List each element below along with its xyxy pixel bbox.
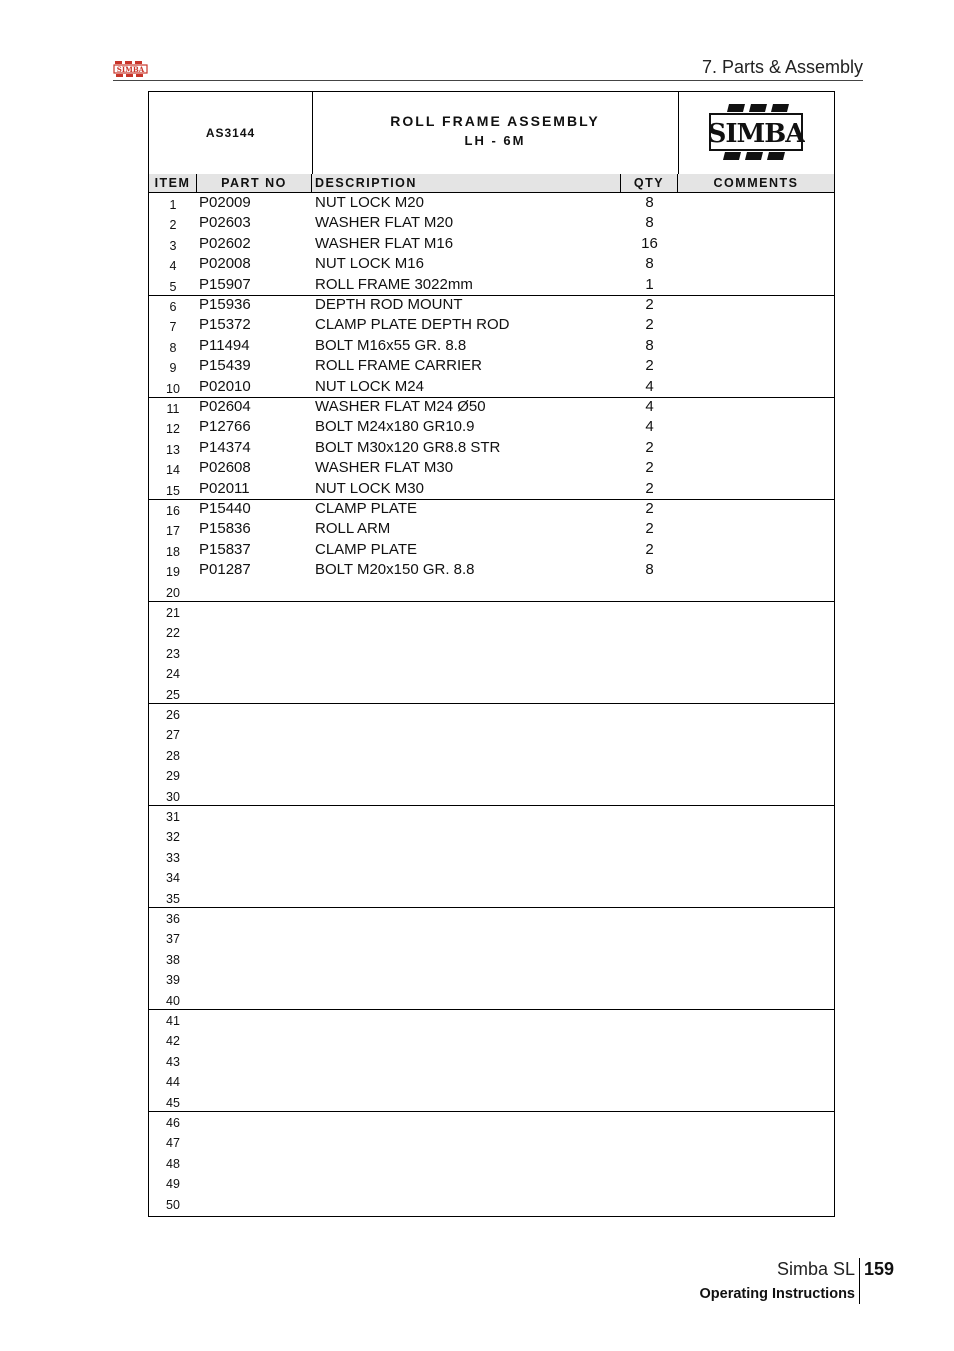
part-number: P14374	[199, 438, 251, 456]
column-header-comments: COMMENTS	[678, 174, 834, 193]
item-number: 7	[169, 320, 177, 335]
part-number: P15936	[199, 296, 251, 313]
table-row	[149, 295, 834, 315]
part-qty: 8	[645, 194, 654, 211]
svg-text:SIMBA: SIMBA	[116, 64, 145, 74]
part-qty: 2	[645, 540, 654, 558]
item-number: 47	[166, 1136, 180, 1151]
item-number: 32	[166, 830, 180, 845]
table-row	[149, 377, 834, 397]
table-row	[149, 887, 834, 907]
part-qty: 2	[645, 316, 654, 334]
part-description: ROLL FRAME 3022mm	[315, 275, 473, 293]
part-number: P12766	[199, 418, 251, 436]
page-number: 159	[864, 1259, 895, 1279]
part-number: P01287	[199, 561, 251, 579]
sheet-header	[149, 92, 834, 175]
item-number: 44	[166, 1075, 180, 1090]
item-number: 35	[166, 891, 180, 906]
item-number: 37	[166, 932, 180, 947]
table-row	[149, 581, 834, 601]
footer-subtitle: Operating Instructions	[699, 1286, 855, 1302]
column-header-item: ITEM	[149, 174, 197, 193]
table-row	[149, 499, 834, 519]
table-row	[149, 948, 834, 968]
assembly-title-line2: LH - 6M	[464, 133, 526, 148]
part-description: CLAMP PLATE DEPTH ROD	[315, 316, 510, 334]
part-qty: 4	[645, 398, 654, 415]
part-description: BOLT M16x55 GR. 8.8	[315, 336, 467, 354]
item-number: 1	[169, 198, 177, 212]
table-row	[149, 356, 834, 376]
part-description: WASHER FLAT M30	[315, 459, 454, 477]
item-number: 14	[166, 463, 180, 478]
part-qty: 2	[645, 296, 654, 313]
table-row	[149, 846, 834, 866]
table-row	[149, 744, 834, 764]
item-number: 13	[166, 442, 180, 457]
item-number: 34	[166, 871, 180, 886]
part-number: P15372	[199, 316, 251, 334]
item-number: 22	[166, 626, 180, 641]
part-qty: 4	[645, 377, 654, 395]
item-number: 8	[169, 340, 177, 355]
item-number: 38	[166, 952, 180, 967]
item-number: 5	[169, 279, 177, 294]
item-number: 43	[166, 1054, 180, 1069]
table-row	[149, 397, 834, 417]
part-qty: 2	[645, 459, 654, 477]
part-qty: 8	[645, 336, 654, 354]
table-row	[149, 417, 834, 437]
column-header-description: DESCRIPTION	[312, 174, 621, 193]
table-row	[149, 642, 834, 662]
table-row	[149, 1131, 834, 1151]
table-row	[149, 519, 834, 539]
item-number: 48	[166, 1156, 180, 1171]
table-row	[149, 1193, 834, 1213]
item-number: 31	[166, 810, 180, 824]
table-row	[149, 723, 834, 743]
item-number: 41	[166, 1014, 180, 1028]
table-row	[149, 1050, 834, 1070]
table-row	[149, 764, 834, 784]
part-qty: 2	[645, 500, 654, 517]
item-number: 30	[166, 789, 180, 804]
table-row	[149, 968, 834, 988]
part-description: DEPTH ROD MOUNT	[315, 296, 463, 313]
item-number: 39	[166, 973, 180, 988]
part-qty: 2	[645, 438, 654, 456]
table-row	[149, 703, 834, 723]
table-row	[149, 1009, 834, 1029]
part-qty: 2	[645, 357, 654, 375]
part-description: WASHER FLAT M24 Ø50	[315, 398, 486, 415]
table-row	[149, 1111, 834, 1131]
item-number: 23	[166, 646, 180, 661]
part-qty: 8	[645, 255, 654, 273]
item-number: 15	[166, 483, 180, 498]
assembly-title-line1: ROLL FRAME ASSEMBLY	[390, 113, 600, 129]
item-number: 12	[166, 422, 180, 437]
brand-text: SIMBA	[707, 119, 805, 149]
item-number: 46	[166, 1116, 180, 1130]
item-number: 29	[166, 769, 180, 784]
item-number: 25	[166, 687, 180, 702]
table-row	[149, 989, 834, 1009]
item-number: 21	[166, 606, 180, 620]
parts-sheet	[148, 91, 835, 1217]
item-number: 19	[166, 565, 180, 580]
table-row	[149, 234, 834, 254]
table-row	[149, 336, 834, 356]
item-number: 40	[166, 993, 180, 1008]
column-header-part-no: PART NO	[197, 174, 312, 193]
part-number: P02011	[199, 479, 250, 497]
part-number: P15907	[199, 275, 251, 293]
part-number: P15440	[199, 500, 251, 517]
part-qty: 1	[645, 275, 654, 293]
table-row	[149, 805, 834, 825]
part-qty: 16	[641, 234, 658, 252]
part-number: P15439	[199, 357, 251, 375]
table-row	[149, 907, 834, 927]
item-number: 50	[166, 1197, 180, 1212]
table-row	[149, 683, 834, 703]
part-number: P11494	[199, 336, 250, 354]
table-row	[149, 621, 834, 641]
footer-divider	[859, 1258, 860, 1304]
item-number: 9	[169, 361, 177, 376]
part-qty: 8	[645, 214, 654, 232]
part-description: BOLT M30x120 GR8.8 STR	[315, 438, 501, 456]
table-row	[149, 438, 834, 458]
part-number: P15836	[199, 520, 251, 538]
item-number: 45	[166, 1095, 180, 1110]
table-row	[149, 315, 834, 335]
item-number: 6	[169, 300, 177, 314]
part-description: ROLL ARM	[315, 520, 391, 538]
part-description: CLAMP PLATE	[315, 500, 417, 517]
item-number: 24	[166, 667, 180, 682]
header-divider	[113, 80, 863, 81]
part-number: P15837	[199, 540, 251, 558]
item-number: 36	[166, 912, 180, 926]
item-number: 3	[169, 238, 177, 253]
part-description: NUT LOCK M30	[315, 479, 424, 497]
table-row	[149, 479, 834, 499]
item-number: 17	[166, 524, 180, 539]
table-row	[149, 1091, 834, 1111]
table-row	[149, 254, 834, 274]
part-description: NUT LOCK M16	[315, 255, 424, 273]
part-qty: 8	[645, 561, 654, 579]
simba-small-logo	[113, 60, 148, 78]
footer-product-name: Simba SL	[776, 1259, 855, 1279]
part-description: NUT LOCK M24	[315, 377, 424, 395]
item-number: 10	[166, 381, 180, 396]
item-number: 20	[166, 585, 180, 600]
table-row	[149, 213, 834, 233]
table-row	[149, 866, 834, 886]
item-number: 4	[169, 259, 177, 274]
part-description: ROLL FRAME CARRIER	[315, 357, 482, 375]
part-number: P02009	[199, 194, 251, 211]
part-number: P02010	[199, 377, 251, 395]
column-header-qty: QTY	[621, 174, 678, 193]
table-row	[149, 193, 834, 213]
part-qty: 2	[645, 479, 654, 497]
simba-brand-logo	[678, 92, 834, 174]
part-qty: 2	[645, 520, 654, 538]
part-qty: 4	[645, 418, 654, 436]
item-number: 42	[166, 1034, 180, 1049]
part-description: WASHER FLAT M16	[315, 234, 454, 252]
assembly-code: AS3144	[149, 92, 313, 174]
part-description: NUT LOCK M20	[315, 194, 424, 211]
table-row	[149, 275, 834, 295]
item-number: 28	[166, 748, 180, 763]
table-row	[149, 540, 834, 560]
table-row	[149, 1029, 834, 1049]
table-row	[149, 662, 834, 682]
table-row	[149, 1070, 834, 1090]
table-row	[149, 560, 834, 580]
part-number: P02602	[199, 234, 251, 252]
part-number: P02604	[199, 398, 251, 415]
table-row	[149, 601, 834, 621]
item-number: 18	[166, 544, 180, 559]
table-row	[149, 1172, 834, 1192]
part-number: P02603	[199, 214, 251, 232]
item-number: 2	[169, 218, 177, 233]
part-description: BOLT M24x180 GR10.9	[315, 418, 475, 436]
part-number: P02608	[199, 459, 251, 477]
item-number: 16	[166, 504, 180, 518]
table-row	[149, 1152, 834, 1172]
table-row	[149, 785, 834, 805]
table-row	[149, 927, 834, 947]
table-row	[149, 458, 834, 478]
part-description: WASHER FLAT M20	[315, 214, 454, 232]
part-number: P02008	[199, 255, 251, 273]
item-number: 27	[166, 728, 180, 743]
section-title: 7. Parts & Assembly	[701, 57, 863, 77]
item-number: 26	[166, 708, 180, 722]
assembly-title	[312, 92, 679, 174]
part-description: BOLT M20x150 GR. 8.8	[315, 561, 475, 579]
item-number: 49	[166, 1177, 180, 1192]
part-description: CLAMP PLATE	[315, 540, 417, 558]
item-number: 33	[166, 850, 180, 865]
item-number: 11	[166, 402, 180, 416]
table-row	[149, 825, 834, 845]
